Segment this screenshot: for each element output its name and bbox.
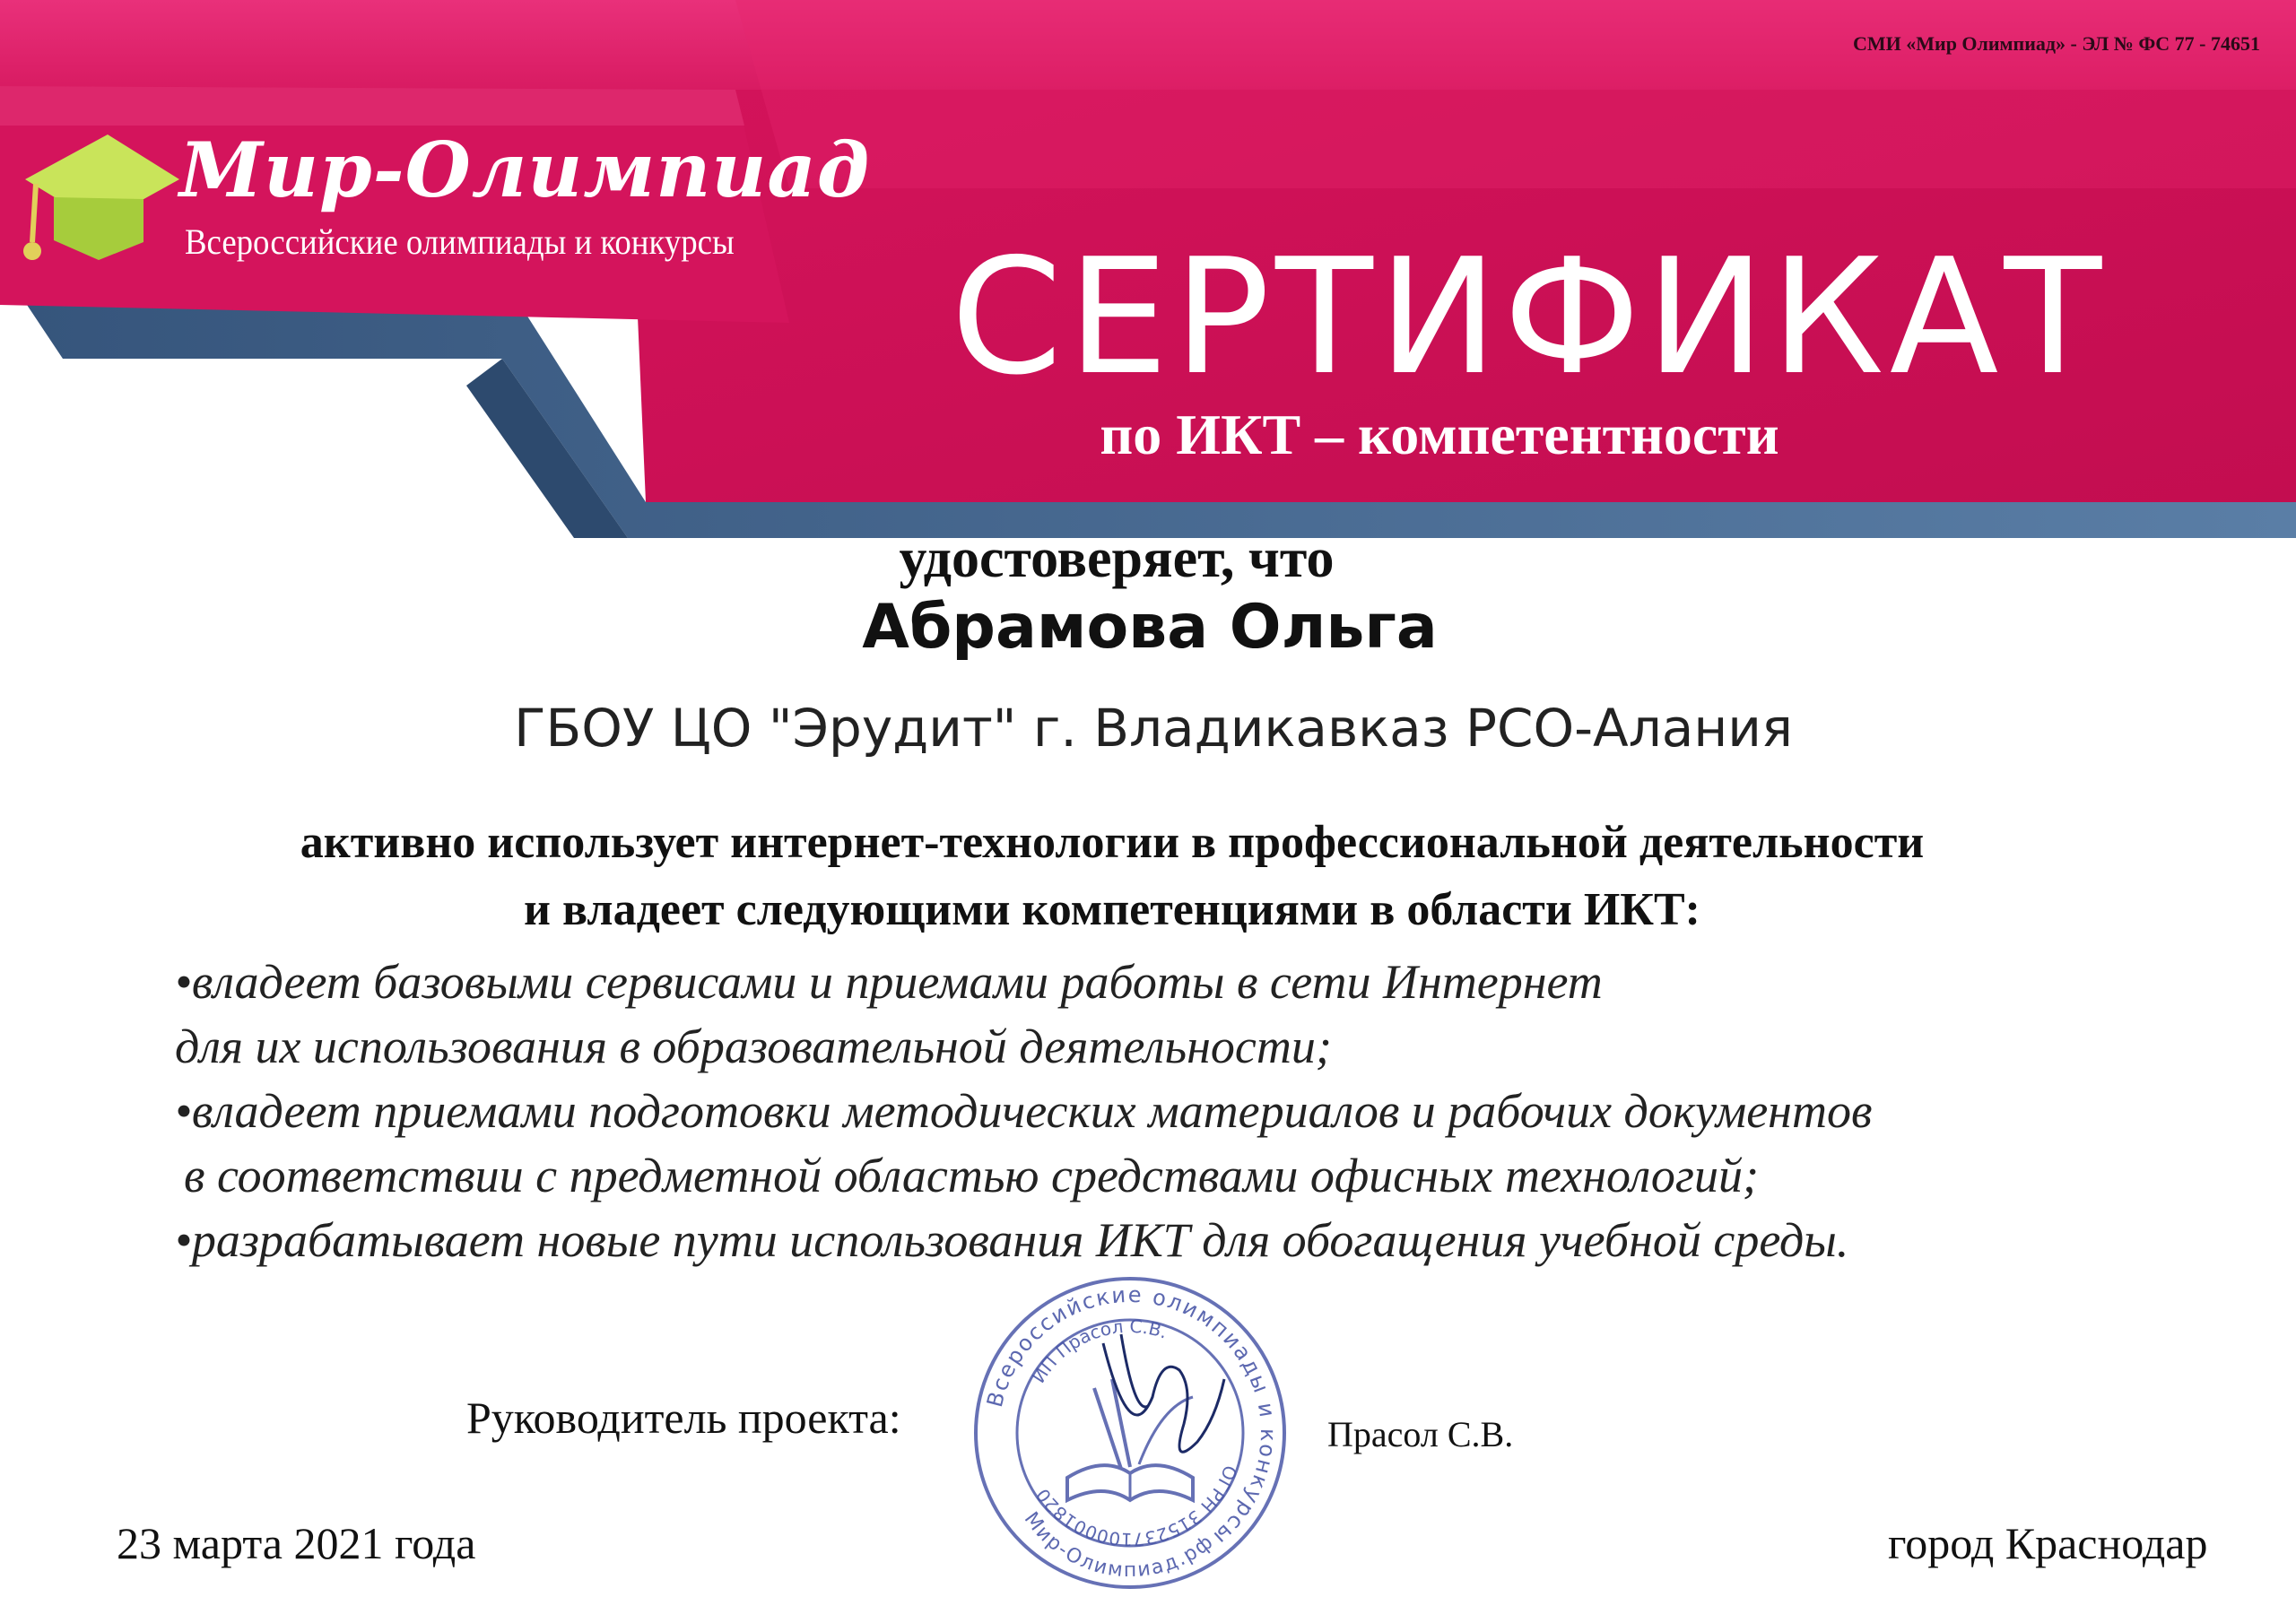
project-leader-label: Руководитель проекта: (466, 1393, 901, 1443)
competency-intro-line-1: активно использует интернет-технологии в профессиональной деятельности (300, 817, 1925, 868)
recipient-name: Абрамова Ольга (862, 592, 1438, 663)
competency-line: •разрабатывает новые пути использования ИКТ для обогащения учебной среды. (175, 1213, 1849, 1267)
certificate-subtitle: по ИКТ – компетентности (1100, 403, 1779, 466)
logo-title: Мир-Олимпиад (179, 126, 871, 214)
official-stamp (969, 1271, 1292, 1594)
competency-intro-line-2: и владеет следующими компетенциями в области ИКТ: (524, 884, 1700, 935)
logo-banner-highlight (0, 86, 744, 126)
competency-line: в соответствии с предметной областью средствами офисных технологий; (184, 1149, 1759, 1202)
competency-line: •владеет приемами подготовки методических материалов и рабочих документов (175, 1084, 1873, 1138)
organization: ГБОУ ЦО "Эрудит" г. Владикавказ РСО-Алания (514, 698, 1793, 759)
project-leader-name: Прасол С.В. (1327, 1414, 1514, 1454)
logo-subtitle: Всероссийские олимпиады и конкурсы (185, 221, 735, 262)
title-panel-highlight (735, 0, 2296, 188)
media-registration: СМИ «Мир Олимпиад» - ЭЛ № ФС 77 - 74651 (1852, 32, 2260, 55)
issue-date: 23 марта 2021 года (117, 1518, 476, 1568)
book-and-pens-icon (1067, 1379, 1193, 1500)
certifies-text: удостоверяет, что (899, 528, 1335, 589)
issue-city: город Краснодар (1888, 1518, 2208, 1568)
stamp-outer-text: Всероссийские олимпиады и конкурсы (981, 1281, 1282, 1551)
signature-scribble (1103, 1334, 1224, 1452)
competency-line: •владеет базовыми сервисами и приемами работы в сети Интернет (175, 955, 1603, 1009)
competency-line: для их использования в образовательной деятельности; (175, 1020, 1332, 1073)
stamp-inner-text: ИП Прасол С.В. (1027, 1315, 1170, 1387)
certificate-title: СЕРТИФИКАТ (951, 224, 2108, 410)
stamp-ogrn: ОГРН 315237100001820 (1031, 1462, 1242, 1551)
stamp-bottom-text: Мир-Олимпиад.рф (1019, 1507, 1219, 1583)
